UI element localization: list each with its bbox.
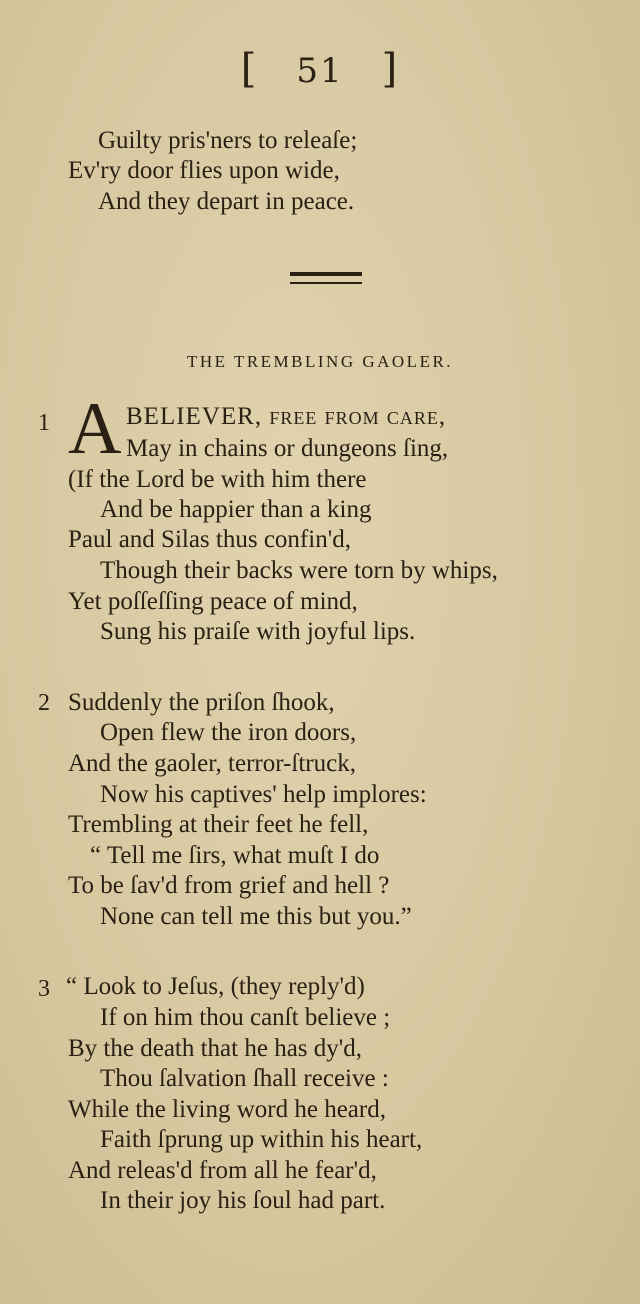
verse-line: None can tell me this but you.”: [100, 903, 412, 930]
verse-line: By the death that he has dy'd,: [68, 1035, 363, 1062]
verse-line: Trembling at their feet he fell,: [68, 811, 369, 838]
verse-number: 3: [38, 976, 50, 1002]
page-number-header: [0, 46, 640, 92]
verse-line: (If the Lord be with him there: [68, 466, 367, 493]
ornament-rule: [290, 282, 362, 284]
verse-line: Yet poſſeſſing peace of mind,: [68, 588, 358, 615]
bracket-right: ]: [381, 46, 400, 92]
verse-line: Suddenly the priſon ſhook,: [68, 689, 335, 716]
carryover-line: Ev'ry door flies upon wide,: [68, 157, 340, 184]
verse-line: While the living word he heard,: [68, 1096, 386, 1123]
bracket-left: [: [240, 46, 259, 92]
drop-cap: A: [68, 388, 122, 470]
verse-line: May in chains or dungeons ſing,: [126, 435, 449, 462]
verse-number: 2: [38, 690, 50, 716]
ornament-rule: [290, 272, 362, 276]
hymn-title: THE TREMBLING GAOLER.: [186, 352, 454, 371]
carryover-line: Guilty pris'ners to releaſe;: [98, 127, 358, 154]
verse-line: Faith ſprung up within his heart,: [100, 1126, 423, 1153]
verse-number: 1: [38, 410, 50, 436]
verse-line: “ Tell me ſirs, what muſt I do: [90, 842, 380, 869]
verse-line: If on him thou canſt believe ;: [100, 1004, 391, 1031]
verse-line: Open flew the iron doors,: [100, 719, 357, 746]
verse-line: And the gaoler, terror-ſtruck,: [68, 750, 356, 777]
verse-line: And releas'd from all he fear'd,: [68, 1157, 377, 1184]
verse-line: Paul and Silas thus confin'd,: [68, 526, 351, 553]
verse-line: Now his captives' help implores:: [100, 781, 427, 808]
verse-line: Sung his praiſe with joyful lips.: [100, 618, 416, 645]
verse-line: Thou ſalvation ſhall receive :: [100, 1065, 389, 1092]
verse-line: BELIEVER, free from care,: [126, 403, 447, 430]
carryover-line: And they depart in peace.: [98, 188, 355, 215]
verse-line: In their joy his ſoul had part.: [100, 1187, 386, 1214]
page-number: 51: [296, 51, 344, 91]
verse-line: To be ſav'd from grief and hell ?: [68, 872, 390, 899]
verse-line: And be happier than a king: [100, 496, 372, 523]
verse-line: “ Look to Jeſus, (they reply'd): [66, 973, 365, 1000]
verse-line: Though their backs were torn by whips,: [100, 557, 498, 584]
